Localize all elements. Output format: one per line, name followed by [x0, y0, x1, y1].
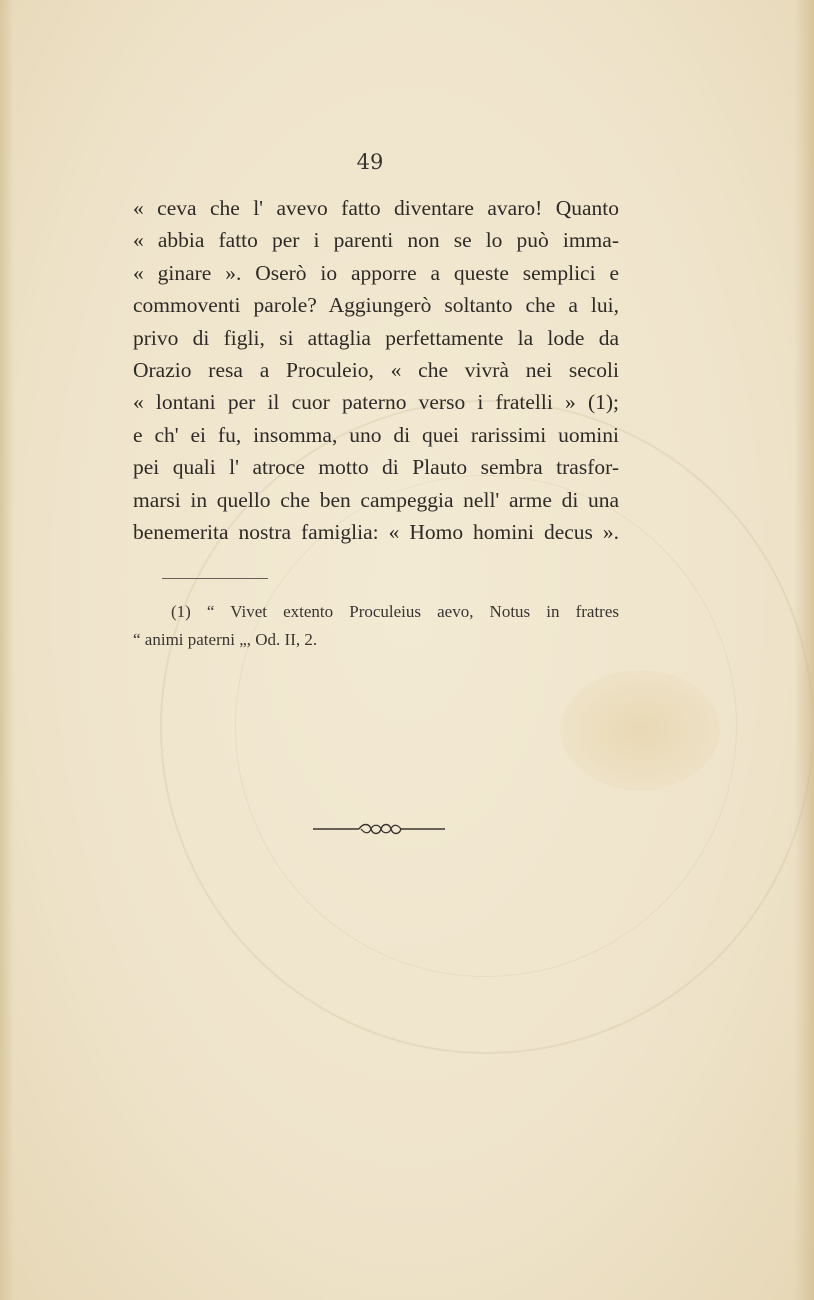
- page-number: 49: [356, 150, 384, 174]
- text-line: benemerita nostra famiglia: « Homo homini decus ».: [133, 519, 619, 544]
- text-line: « lontani per il cuor paterno verso i fratelli » (1);: [133, 390, 619, 415]
- text-line: pei quali l' atroce motto di Plauto sembra trasfor-: [133, 455, 619, 480]
- text-line: Orazio resa a Proculeio, « che vivrà nei secoli: [133, 357, 619, 382]
- page-edge-left: [0, 0, 14, 1300]
- body-text: [133, 192, 619, 548]
- text-line: commoventi parole? Aggiungerò soltanto che a lui,: [133, 293, 619, 318]
- text-line: privo di figli, si attaglia perfettamente la lode da: [133, 325, 619, 350]
- text-line: e ch' ei fu, insomma, uno di quei rarissimi uomini: [133, 422, 619, 447]
- text-line: « ceva che l' avevo fatto diventare avaro! Quanto: [133, 196, 619, 220]
- watermark-inner-circle: [235, 475, 737, 977]
- footnote-line: “ animi paterni „, Od. II, 2.: [133, 630, 318, 649]
- footnote: [133, 598, 619, 654]
- footnote-separator: [162, 578, 268, 579]
- end-ornament-icon: [313, 818, 445, 840]
- text-line: « abbia fatto per i parenti non se lo può imma-: [133, 228, 619, 253]
- footnote-line: (1) “ Vivet extento Proculeius aevo, Notus in fratres: [171, 602, 619, 621]
- text-line: marsi in quello che ben campeggia nell' arme di una: [133, 487, 619, 512]
- text-line: « ginare ». Oserò io apporre a queste semplici e: [133, 260, 619, 285]
